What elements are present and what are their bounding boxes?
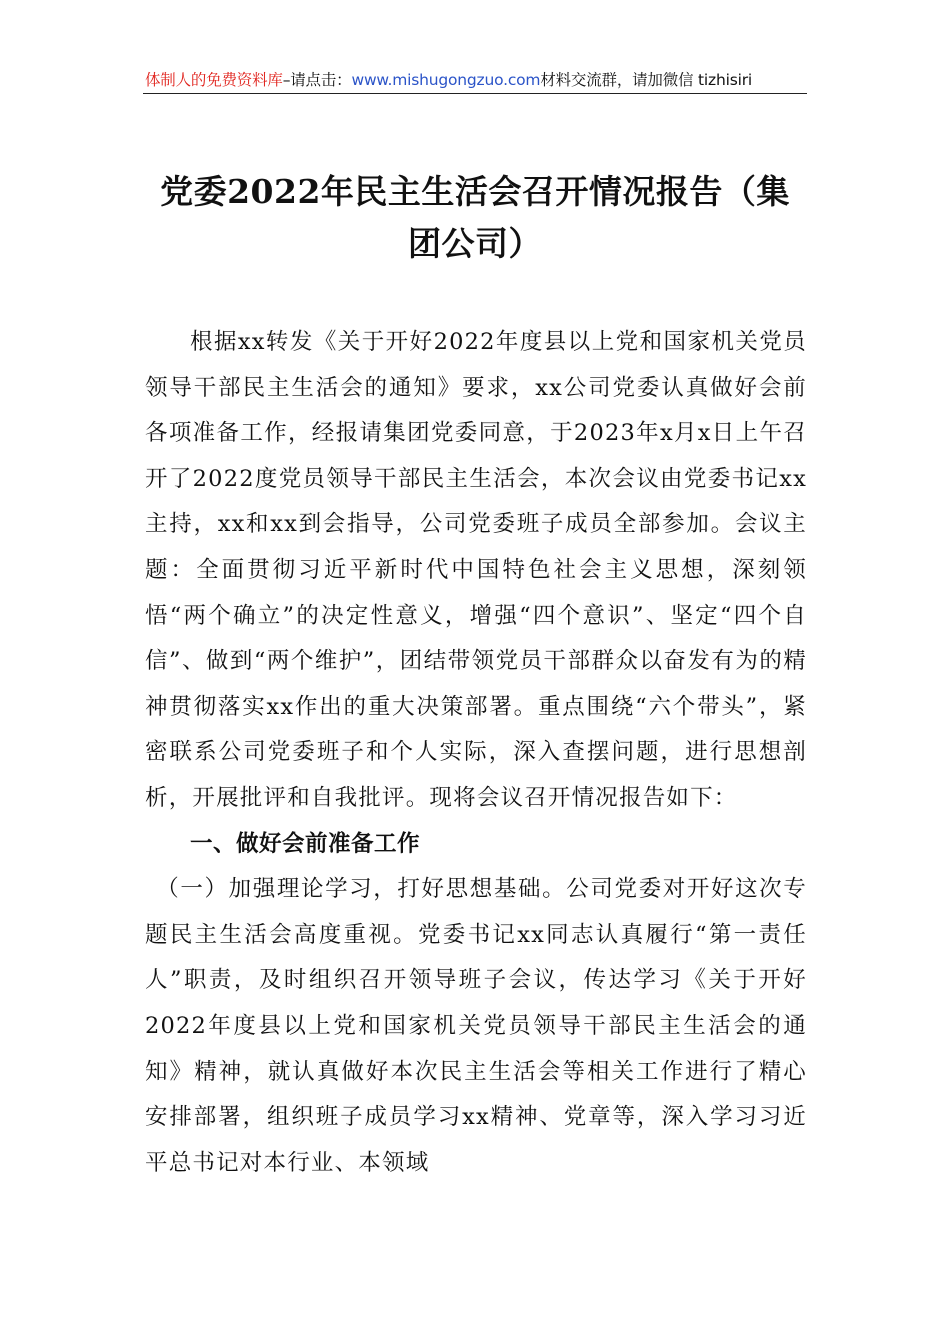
intro-paragraph: 根据xx转发《关于开好2022年度县以上党和国家机关党员领导干部民主生活会的通知》要求，xx公司党委认真做好会前各项准备工作，经报请集团党委同意，于2023年x月x日上午召开了2022度党员领导干部民主生活会，本次会议由党委书记xx主持，xx和xx到会指导，公司党委班子成员全部参加。会议主题：全面贯彻习近平新时代中国特色社会主义思想，深刻领悟“两个确立”的决定性意义，增强“四个意识”、坚定“四个自信”、做到“两个维护”，团结带领党员干部群众以奋发有为的精神贯彻落实xx作出的重大决策部署。重点围绕“六个带头”，紧密联系公司党委班子和个人实际，深入查摆问题，进行思想剖析，开展批评和自我批评。现将会议召开情况报告如下： (145, 329, 807, 811)
document-body (145, 320, 807, 1186)
header-separator: –请点击： (282, 71, 352, 89)
section-heading: 一、做好会前准备工作 (190, 830, 421, 857)
page-header (145, 68, 805, 92)
header-url-link[interactable]: www.mishugongzuo.com (351, 71, 541, 89)
header-brand: 体制人的免费资料库 (145, 71, 283, 89)
header-contact: 材料交流群，请加微信 tizhisiri (540, 71, 752, 89)
document-title: 党委2022年民主生活会召开情况报告（集团公司） (160, 172, 790, 263)
subsection-paragraph: （一）加强理论学习，打好思想基础。公司党委对开好这次专题民主生活会高度重视。党委书记xx同志认真履行“第一责任人”职责，及时组织召开领导班子会议，传达学习《关于开好2022年度县以上党和国家机关党员领导干部民主生活会的通知》精神，就认真做好本次民主生活会等相关工作进行了精心安排部署，组织班子成员学习xx精神、党章等，深入学习习近平总书记对本行业、本领域 (145, 876, 807, 1176)
header-divider (143, 93, 807, 94)
